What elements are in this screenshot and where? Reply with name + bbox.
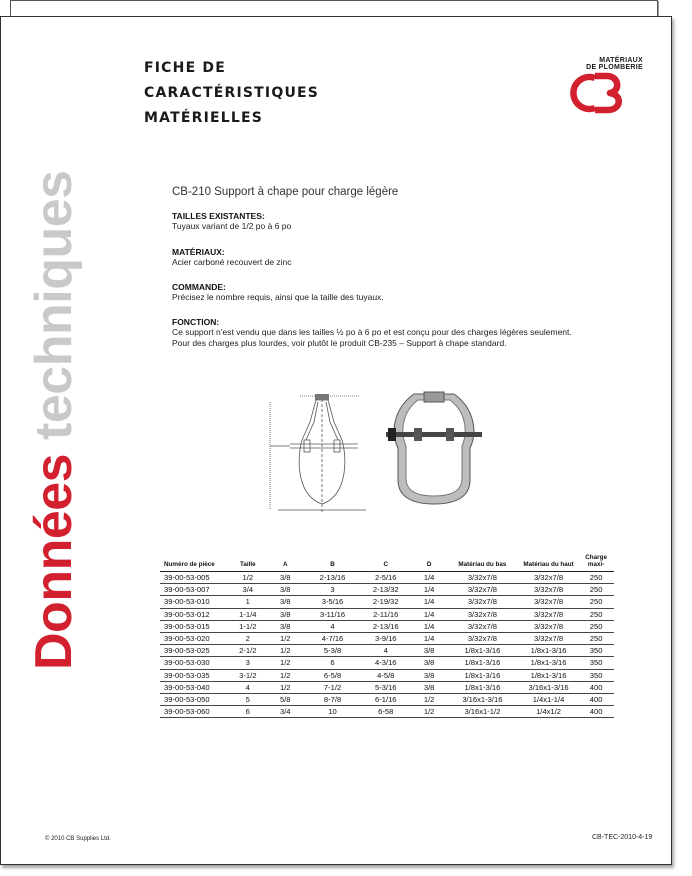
table-cell: 1/8x1-3/16 <box>446 669 519 681</box>
table-cell: 1-1/2 <box>231 620 265 632</box>
table-cell: 3/16x1-3/16 <box>446 693 519 705</box>
table-cell: 1/2 <box>265 669 306 681</box>
table-cell: 3/32x7/8 <box>446 632 519 644</box>
table-cell: 3/32x7/8 <box>519 608 578 620</box>
table-cell: 5/8 <box>265 693 306 705</box>
table-row <box>160 693 614 705</box>
table-cell: 3/32x7/8 <box>519 584 578 596</box>
table-cell: 6-5/8 <box>306 669 359 681</box>
table-cell: 3/8 <box>265 596 306 608</box>
table-cell: 1/2 <box>265 632 306 644</box>
table-cell: 3/32x7/8 <box>519 620 578 632</box>
table-row <box>160 657 614 669</box>
table-cell: 400 <box>578 681 614 693</box>
table-cell: 4-7/16 <box>306 632 359 644</box>
table-cell: 400 <box>578 693 614 705</box>
header-part-number: Numéro de pièce <box>160 552 231 572</box>
table-cell: 39-00-53-007 <box>160 584 231 596</box>
table-cell: 6-1/16 <box>359 693 412 705</box>
logo-line1: MATÉRIAUX <box>599 57 643 64</box>
function-line1: Ce support n’est vendu que dans les tailles ½ po à 6 po et est conçu pour des charges légères seulement. <box>172 327 572 337</box>
table-cell: 5 <box>231 693 265 705</box>
table-cell: 3-11/16 <box>306 608 359 620</box>
table-cell: 2 <box>231 632 265 644</box>
table-row <box>160 669 614 681</box>
table-cell: 1/2 <box>412 693 446 705</box>
table-cell: 1/2 <box>231 572 265 584</box>
page-title <box>144 56 319 131</box>
specifications-table <box>160 552 614 718</box>
footer-document-code: CB-TEC-2010-4-19 <box>592 834 653 841</box>
table-cell: 39-00-53-050 <box>160 693 231 705</box>
sidebar-title-part1: Données <box>25 453 83 670</box>
table-cell: 3/4 <box>231 584 265 596</box>
table-cell: 1/4 <box>412 632 446 644</box>
table-cell: 8-7/8 <box>306 693 359 705</box>
title-line2: CARACTÉRISTIQUES <box>144 85 320 101</box>
table-cell: 39-00-53-012 <box>160 608 231 620</box>
table-cell: 1 <box>231 596 265 608</box>
table-cell: 39-00-53-015 <box>160 620 231 632</box>
section-materials <box>172 247 292 268</box>
sidebar-title-part2: techniques <box>25 170 83 440</box>
table-cell: 1/8x1-3/16 <box>519 669 578 681</box>
table-cell: 3/8 <box>265 584 306 596</box>
title-line1: FICHE DE <box>144 60 226 76</box>
order-heading: COMMANDE: <box>172 282 226 292</box>
table-cell: 3/8 <box>412 681 446 693</box>
table-cell: 1/2 <box>412 706 446 718</box>
table-cell: 4-5/8 <box>359 669 412 681</box>
table-cell: 3/32x7/8 <box>446 596 519 608</box>
sizes-text: Tuyaux variant de 1/2 po à 6 po <box>172 221 292 231</box>
table-cell: 2-11/16 <box>359 608 412 620</box>
table-row <box>160 632 614 644</box>
section-function <box>172 317 572 349</box>
table-cell: 3 <box>231 657 265 669</box>
materials-text: Acier carboné recouvert de zinc <box>172 257 292 267</box>
table-cell: 39-00-53-060 <box>160 706 231 718</box>
table-cell: 3/32x7/8 <box>446 572 519 584</box>
table-cell: 2-1/2 <box>231 645 265 657</box>
table-cell: 4 <box>359 645 412 657</box>
function-line2: Pour des charges plus lourdes, voir plutôt le produit CB-235 – Support à chape standard. <box>172 338 507 348</box>
header-top-material: Matériau du haut <box>519 552 578 572</box>
table-cell: 10 <box>306 706 359 718</box>
header-b: B <box>306 552 359 572</box>
sizes-heading: TAILLES EXISTANTES: <box>172 211 265 221</box>
table-cell: 1/4 <box>412 596 446 608</box>
header-d: D <box>412 552 446 572</box>
header-a: A <box>265 552 306 572</box>
table-cell: 3/32x7/8 <box>519 572 578 584</box>
table-cell: 3/16x1-3/16 <box>519 681 578 693</box>
table-cell: 250 <box>578 608 614 620</box>
table-cell: 2-19/32 <box>359 596 412 608</box>
table-cell: 3/32x7/8 <box>446 608 519 620</box>
cb-logo-mark <box>565 72 649 114</box>
table-body <box>160 572 614 718</box>
table-row <box>160 681 614 693</box>
table-cell: 1/8x1-3/16 <box>446 657 519 669</box>
table-header-row <box>160 552 614 572</box>
function-heading: FONCTION: <box>172 317 220 327</box>
table-cell: 3 <box>306 584 359 596</box>
table-cell: 3/8 <box>412 645 446 657</box>
table-cell: 2-5/16 <box>359 572 412 584</box>
order-text: Précisez le nombre requis, ainsi que la taille des tuyaux. <box>172 292 384 302</box>
header-size: Taille <box>231 552 265 572</box>
table-cell: 250 <box>578 632 614 644</box>
table-cell: 6 <box>306 657 359 669</box>
table-cell: 3/8 <box>265 608 306 620</box>
table-row <box>160 572 614 584</box>
table-cell: 6 <box>231 706 265 718</box>
hanger-technical-drawing <box>260 392 380 517</box>
table-cell: 3/8 <box>412 657 446 669</box>
table-cell: 3/8 <box>265 572 306 584</box>
table-cell: 3-1/2 <box>231 669 265 681</box>
table-row <box>160 608 614 620</box>
title-line3: MATÉRIELLES <box>144 110 264 126</box>
table-cell: 39-00-53-020 <box>160 632 231 644</box>
table-cell: 1/4 <box>412 572 446 584</box>
table-cell: 3/32x7/8 <box>446 620 519 632</box>
table-cell: 4 <box>306 620 359 632</box>
header-c: C <box>359 552 412 572</box>
table-cell: 1/4x1/2 <box>519 706 578 718</box>
table-cell: 3/4 <box>265 706 306 718</box>
table-cell: 6-58 <box>359 706 412 718</box>
table-cell: 3/8 <box>412 669 446 681</box>
table-cell: 7-1/2 <box>306 681 359 693</box>
table-cell: 250 <box>578 620 614 632</box>
logo-line2: DE PLOMBERIE <box>586 64 643 71</box>
table-cell: 4 <box>231 681 265 693</box>
table-cell: 2-13/16 <box>359 620 412 632</box>
table-cell: 1/4 <box>412 584 446 596</box>
table-cell: 1/4 <box>412 620 446 632</box>
header-max-load: Charge maxi- <box>578 552 614 572</box>
table-cell: 2-13/32 <box>359 584 412 596</box>
table-cell: 39-00-53-025 <box>160 645 231 657</box>
table-cell: 39-00-53-010 <box>160 596 231 608</box>
product-title: CB-210 Support à chape pour charge légère <box>172 186 399 198</box>
table-cell: 350 <box>578 657 614 669</box>
table-cell: 3/8 <box>265 620 306 632</box>
table-row <box>160 584 614 596</box>
table-cell: 1/4x1-1/4 <box>519 693 578 705</box>
hanger-photo <box>384 388 484 506</box>
table-cell: 1/8x1-3/16 <box>519 645 578 657</box>
table-cell: 250 <box>578 572 614 584</box>
table-cell: 3/32x7/8 <box>446 584 519 596</box>
table-cell: 400 <box>578 706 614 718</box>
table-cell: 2-13/16 <box>306 572 359 584</box>
table-cell: 3/32x7/8 <box>519 632 578 644</box>
table-cell: 39-00-53-035 <box>160 669 231 681</box>
table-cell: 1/8x1-3/16 <box>519 657 578 669</box>
table-cell: 1/2 <box>265 645 306 657</box>
table-cell: 4-3/16 <box>359 657 412 669</box>
table-row <box>160 645 614 657</box>
table-cell: 1/2 <box>265 657 306 669</box>
materials-heading: MATÉRIAUX: <box>172 247 225 257</box>
table-cell: 1/8x1-3/16 <box>446 681 519 693</box>
section-order <box>172 282 384 303</box>
table-cell: 350 <box>578 645 614 657</box>
table-cell: 5-3/8 <box>306 645 359 657</box>
table-cell: 3/32x7/8 <box>519 596 578 608</box>
table-cell: 39-00-53-005 <box>160 572 231 584</box>
table-cell: 39-00-53-030 <box>160 657 231 669</box>
table-cell: 3-9/16 <box>359 632 412 644</box>
table-row <box>160 706 614 718</box>
footer-copyright: © 2010 CB Supplies Ltd. <box>45 836 111 842</box>
table-cell: 3-5/16 <box>306 596 359 608</box>
table-cell: 1/2 <box>265 681 306 693</box>
table-cell: 5-3/16 <box>359 681 412 693</box>
table-cell: 1/8x1-3/16 <box>446 645 519 657</box>
table-cell: 39-00-53-040 <box>160 681 231 693</box>
company-logo <box>563 57 653 115</box>
table-cell: 1/4 <box>412 608 446 620</box>
section-sizes <box>172 211 291 232</box>
table-cell: 250 <box>578 596 614 608</box>
table-row <box>160 596 614 608</box>
table-row <box>160 620 614 632</box>
table-cell: 1-1/4 <box>231 608 265 620</box>
header-bottom-material: Matériau du bas <box>446 552 519 572</box>
table-cell: 3/16x1-1/2 <box>446 706 519 718</box>
sidebar-vertical-title <box>25 170 83 670</box>
table-cell: 350 <box>578 669 614 681</box>
table-cell: 250 <box>578 584 614 596</box>
